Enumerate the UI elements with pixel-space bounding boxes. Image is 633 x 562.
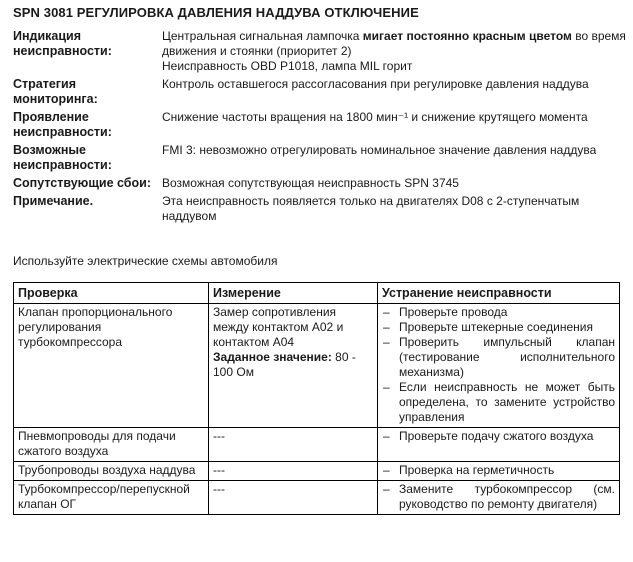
cell-fix [378, 462, 620, 481]
fix-item: – Если неисправность не может быть определена, то замените устройство управления [382, 380, 615, 425]
info-value [161, 29, 628, 74]
table-header-row [14, 283, 620, 304]
info-row-strategy [13, 77, 628, 107]
cell-check: Турбокомпрессор/перепускной клапан ОГ [14, 481, 209, 515]
info-label: Проявление неисправности: [13, 110, 112, 139]
wiring-note: Используйте электрические схемы автомобиля [13, 254, 278, 268]
troubleshooting-table [13, 282, 620, 515]
fix-item: – Проверьте провода [382, 305, 615, 320]
cell-measure [209, 304, 378, 428]
info-text-bold: мигает постоянно красным цветом [362, 29, 572, 43]
info-text: Центральная сигнальная лампочка [162, 29, 363, 43]
info-label: Индикация неисправности: [13, 29, 112, 58]
cell-measure: --- [209, 428, 378, 462]
header-check: Проверка [14, 283, 209, 304]
cell-fix [378, 428, 620, 462]
info-row-symptom [13, 110, 628, 140]
info-row-possible [13, 143, 628, 173]
fix-item: – Замените турбокомпрессор (см. руководство по ремонту двигателя) [382, 482, 615, 512]
cell-check: Трубопроводы воздуха наддува [14, 462, 209, 481]
header-fix: Устранение неисправности [378, 283, 620, 304]
measure-text: Замер сопротивления между контактом A02 и контактом A04 [213, 305, 344, 349]
info-text: во время движения и стоянки (приоритет 2) [162, 29, 626, 58]
header-measure: Измерение [209, 283, 378, 304]
info-text: Неисправность OBD P1018, лампа MIL горит [162, 59, 413, 73]
cell-measure: --- [209, 481, 378, 515]
info-label: Сопутствующие сбои: [13, 176, 151, 190]
info-row-accompanying [13, 176, 628, 191]
info-value: Контроль оставшегося рассогласования при регулировке давления наддува [162, 77, 589, 91]
info-row-indication [13, 29, 628, 74]
info-row-remark [13, 194, 628, 224]
info-value: FMI 3: невозможно отрегулировать номинальное значение давления наддува [162, 143, 597, 157]
table-row [14, 462, 620, 481]
fix-item: – Проверьте подачу сжатого воздуха [382, 429, 615, 444]
fix-item: – Проверить импульсный клапан (тестирование исполнительного механизма) [382, 335, 615, 380]
fix-item: – Проверка на герметичность [382, 463, 615, 478]
info-value: Эта неисправность появляется только на двигателях D08 с 2-ступенчатым наддувом [162, 194, 580, 223]
info-block [13, 29, 628, 227]
info-value: Возможная сопутствующая неисправность SPN 3745 [162, 176, 459, 190]
fix-item: – Проверьте штекерные соединения [382, 320, 615, 335]
table-row [14, 428, 620, 462]
info-label: Возможные неисправности: [13, 143, 112, 172]
cell-fix [378, 481, 620, 515]
measure-label: Заданное значение: [213, 350, 332, 364]
cell-check: Пневмопроводы для подачи сжатого воздуха [14, 428, 209, 462]
info-label: Стратегия мониторинга: [13, 77, 98, 106]
cell-measure: --- [209, 462, 378, 481]
measure-value: 80 - 100 Ом [213, 350, 356, 379]
table-row [14, 481, 620, 515]
table-row [14, 304, 620, 428]
info-value: Снижение частоты вращения на 1800 мин⁻¹ и снижение крутящего момента [162, 110, 588, 124]
cell-fix [378, 304, 620, 428]
info-label: Примечание. [13, 194, 94, 208]
page-title: SPN 3081 РЕГУЛИРОВКА ДАВЛЕНИЯ НАДДУВА ОТКЛЮЧЕНИЕ [13, 5, 419, 20]
cell-check: Клапан пропорционального регулирования турбокомпрессора [14, 304, 209, 428]
